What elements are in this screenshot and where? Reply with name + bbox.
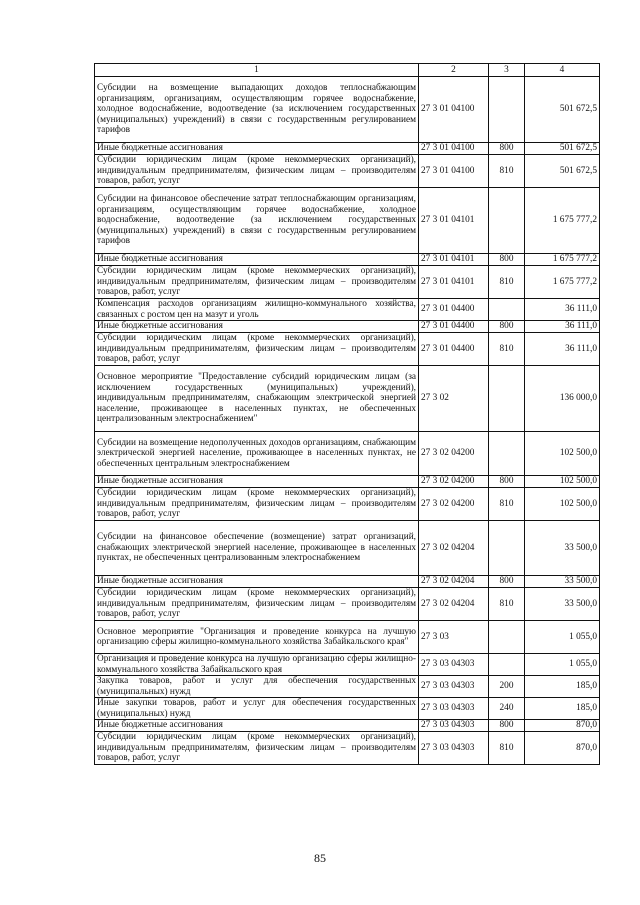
row-name-cell: Иные бюджетные ассигнования (95, 143, 419, 155)
row-amount-cell: 36 111,0 (525, 321, 600, 333)
row-code-cell: 27 3 01 04101 (419, 254, 489, 266)
row-name-cell: Субсидии на возмещение недополученных доходов организациям, снабжающим электрической энергией население, проживающее в населенных пунктах, не обеспеченных центральным электроснабжением (95, 432, 419, 476)
row-amount-cell: 102 500,0 (525, 476, 600, 488)
row-code-cell: 27 3 03 04303 (419, 698, 489, 720)
row-code-cell: 27 3 03 04303 (419, 720, 489, 732)
row-type-cell (489, 621, 525, 654)
row-name-cell: Компенсация расходов организациям жилищно-коммунального хозяйства, связанных с ростом цен на мазут и уголь (95, 299, 419, 321)
row-amount-cell: 1 055,0 (525, 621, 600, 654)
row-name-cell: Субсидии юридическим лицам (кроме некоммерческих организаций), индивидуальным предпринимателям, физическим лицам – производителям товаров, работ, услуг (95, 588, 419, 621)
table-row (95, 720, 600, 732)
row-name-cell: Иные закупки товаров, работ и услуг для обеспечения государственных (муниципальных) нужд (95, 698, 419, 720)
table-row (95, 321, 600, 333)
row-type-cell (489, 77, 525, 143)
row-amount-cell: 185,0 (525, 698, 600, 720)
row-name-cell: Закупка товаров, работ и услуг для обеспечения государственных (муниципальных) нужд (95, 676, 419, 698)
row-type-cell: 810 (489, 266, 525, 299)
table-row (95, 488, 600, 521)
row-name-cell: Иные бюджетные ассигнования (95, 720, 419, 732)
row-code-cell: 27 3 01 04101 (419, 188, 489, 254)
row-amount-cell: 36 111,0 (525, 299, 600, 321)
row-name-cell: Иные бюджетные ассигнования (95, 476, 419, 488)
row-name-cell: Субсидии юридическим лицам (кроме некоммерческих организаций), индивидуальным предпринимателям, физическим лицам – производителям товаров, работ, услуг (95, 488, 419, 521)
table-row (95, 299, 600, 321)
row-code-cell: 27 3 02 04200 (419, 488, 489, 521)
row-code-cell: 27 3 02 (419, 366, 489, 432)
row-name-cell: Организация и проведение конкурса на лучшую организацию сферы жилищно-коммунального хозяйства Забайкальского края (95, 654, 419, 676)
row-name-cell: Субсидии на финансовое обеспечение затрат теплоснабжающим организациям, организациям, осуществляющим горячее водоснабжение, холодное водоснабжение, водоотведение (за исключением государственных (муниципальных) учреждений) в связи с государственным регулированием тарифов (95, 188, 419, 254)
row-type-cell (489, 432, 525, 476)
row-amount-cell: 501 672,5 (525, 143, 600, 155)
row-name-cell: Субсидии на финансовое обеспечение (возмещение) затрат организаций, снабжающих электрической энергией население, проживающее в населенных пунктах, не обеспеченных централизованным электроснабжением (95, 521, 419, 576)
row-amount-cell: 870,0 (525, 732, 600, 765)
row-code-cell: 27 3 03 04303 (419, 654, 489, 676)
row-code-cell: 27 3 03 04303 (419, 732, 489, 765)
table-row (95, 188, 600, 254)
column-header-4: 4 (525, 64, 600, 77)
row-type-cell: 810 (489, 333, 525, 366)
table-row (95, 732, 600, 765)
table-row (95, 432, 600, 476)
row-name-cell: Основное мероприятие "Предоставление субсидий юридическим лицам (за исключением государственных (муниципальных) учреждений), индивидуальным предпринимателям, снабжающим электрической энергией население, проживающее в населенных пунктах, не обеспеченных централизованным электроснабжением" (95, 366, 419, 432)
table-body (95, 77, 600, 765)
row-amount-cell: 33 500,0 (525, 521, 600, 576)
row-amount-cell: 102 500,0 (525, 488, 600, 521)
column-header-3: 3 (489, 64, 525, 77)
table-row (95, 254, 600, 266)
row-code-cell: 27 3 01 04101 (419, 266, 489, 299)
table-row (95, 366, 600, 432)
row-amount-cell: 185,0 (525, 676, 600, 698)
row-name-cell: Иные бюджетные ассигнования (95, 254, 419, 266)
row-code-cell: 27 3 02 04204 (419, 521, 489, 576)
row-type-cell: 810 (489, 488, 525, 521)
row-name-cell: Иные бюджетные ассигнования (95, 576, 419, 588)
row-code-cell: 27 3 01 04100 (419, 155, 489, 188)
row-type-cell: 800 (489, 476, 525, 488)
table-row (95, 266, 600, 299)
row-type-cell: 240 (489, 698, 525, 720)
table-row (95, 654, 600, 676)
row-type-cell: 800 (489, 720, 525, 732)
row-code-cell: 27 3 02 04200 (419, 432, 489, 476)
row-type-cell: 800 (489, 254, 525, 266)
row-amount-cell: 501 672,5 (525, 77, 600, 143)
table-row (95, 476, 600, 488)
row-amount-cell: 33 500,0 (525, 576, 600, 588)
row-amount-cell: 1 675 777,2 (525, 188, 600, 254)
row-name-cell: Иные бюджетные ассигнования (95, 321, 419, 333)
table-row (95, 333, 600, 366)
column-header-1: 1 (95, 64, 419, 77)
row-amount-cell: 1 675 777,2 (525, 254, 600, 266)
row-code-cell: 27 3 02 04200 (419, 476, 489, 488)
row-name-cell: Субсидии юридическим лицам (кроме некоммерческих организаций), индивидуальным предпринимателям, физическим лицам – производителям товаров, работ, услуг (95, 155, 419, 188)
row-code-cell: 27 3 02 04204 (419, 588, 489, 621)
row-type-cell: 800 (489, 576, 525, 588)
table-row (95, 155, 600, 188)
row-type-cell (489, 299, 525, 321)
table-row (95, 621, 600, 654)
table-row (95, 521, 600, 576)
row-name-cell: Основное мероприятие "Организация и проведение конкурса на лучшую организацию сферы жилищно-коммунального хозяйства Забайкальского края" (95, 621, 419, 654)
row-code-cell: 27 3 01 04400 (419, 333, 489, 366)
row-type-cell: 800 (489, 321, 525, 333)
table-row (95, 588, 600, 621)
row-name-cell: Субсидии на возмещение выпадающих доходов теплоснабжающим организациям, организациям, осуществляющим горячее водоснабжение, холодное водоснабжение, водоотведение (за исключением государственных (муниципальных) учреждений) в связи с государственным регулированием тарифов (95, 77, 419, 143)
column-header-2: 2 (419, 64, 489, 77)
table-row (95, 698, 600, 720)
row-code-cell: 27 3 02 04204 (419, 576, 489, 588)
row-code-cell: 27 3 03 04303 (419, 676, 489, 698)
row-type-cell: 810 (489, 588, 525, 621)
row-code-cell: 27 3 01 04100 (419, 143, 489, 155)
row-code-cell: 27 3 03 (419, 621, 489, 654)
row-type-cell: 200 (489, 676, 525, 698)
row-type-cell (489, 521, 525, 576)
budget-table (94, 63, 600, 765)
row-code-cell: 27 3 01 04100 (419, 77, 489, 143)
row-amount-cell: 36 111,0 (525, 333, 600, 366)
row-name-cell: Субсидии юридическим лицам (кроме некоммерческих организаций), индивидуальным предпринимателям, физическим лицам – производителям товаров, работ, услуг (95, 333, 419, 366)
table-row (95, 576, 600, 588)
row-amount-cell: 501 672,5 (525, 155, 600, 188)
row-type-cell (489, 366, 525, 432)
row-amount-cell: 870,0 (525, 720, 600, 732)
table-row (95, 143, 600, 155)
table-row (95, 676, 600, 698)
row-amount-cell: 1 675 777,2 (525, 266, 600, 299)
row-amount-cell: 1 055,0 (525, 654, 600, 676)
row-type-cell (489, 188, 525, 254)
row-type-cell: 810 (489, 155, 525, 188)
row-name-cell: Субсидии юридическим лицам (кроме некоммерческих организаций), индивидуальным предпринимателям, физическим лицам – производителям товаров, работ, услуг (95, 732, 419, 765)
row-amount-cell: 102 500,0 (525, 432, 600, 476)
row-name-cell: Субсидии юридическим лицам (кроме некоммерческих организаций), индивидуальным предпринимателям, физическим лицам – производителям товаров, работ, услуг (95, 266, 419, 299)
row-code-cell: 27 3 01 04400 (419, 299, 489, 321)
row-amount-cell: 136 000,0 (525, 366, 600, 432)
table-row (95, 77, 600, 143)
page-number: 85 (314, 851, 326, 865)
row-amount-cell: 33 500,0 (525, 588, 600, 621)
row-code-cell: 27 3 01 04400 (419, 321, 489, 333)
table-header-row (95, 64, 600, 77)
row-type-cell: 800 (489, 143, 525, 155)
row-type-cell: 810 (489, 732, 525, 765)
row-type-cell (489, 654, 525, 676)
